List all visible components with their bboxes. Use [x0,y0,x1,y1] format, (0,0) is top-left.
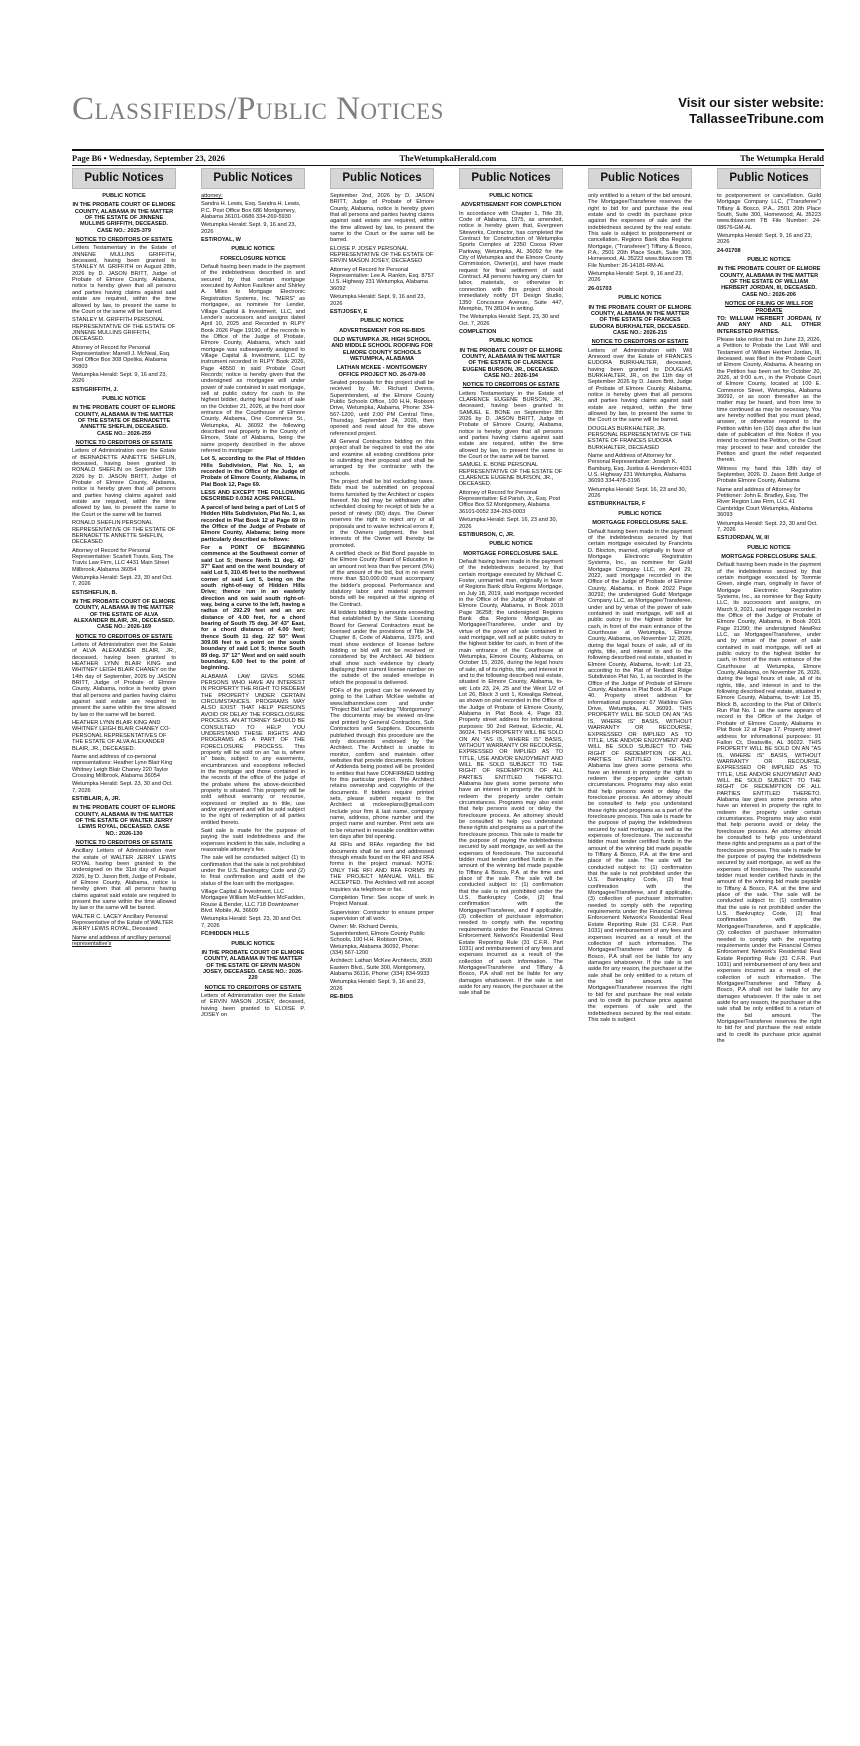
notice-signature: Name and address of co-personal representatives: Heather Lynn Blair King Whitney Leigh Blair Chaney 220 Taylor Crossing Millbrook, Alabama 36054 [72,753,173,779]
notice-column-5 [588,168,692,1738]
notice-code: EST/ROYAL, W [201,237,241,244]
notice-code: Lot 5, according to the Plat of Hidden Hills Subdivision, Plat No. 1, as recorded in the Office of the Judge of Probate of Elmore County, Alabama, in Plat Book 12, Page 69. [201,456,305,488]
notice-signature: Name and address of Attorney for Petitioner: John E. Bradley, Esq. The River Region Law Firm, LLC 41 Cambridge Court Wetumpka, Alabama 36093 [717,486,813,519]
notice-code: EST/BURSON, C, JR. [459,531,515,538]
notice-paragraph: Witness my hand this 18th day of September, 2026. D. Jason Britt Judge of Probate Elmore County, Alabama [717,465,821,485]
notice-heading: MORTGAGE FORECLOSURE SALE. [463,550,559,557]
notice-code: 24-01708 [717,247,741,254]
notice-subheading: NOTICE OF FILING OF WILL FOR PROBATE [724,301,814,314]
notice-code: EST/JORDAN, W, III [717,535,769,542]
notice-column-6 [717,168,821,1738]
notice-heading: PUBLIC NOTICE [489,541,533,548]
notice-signature: STANLEY M. GRIFFITH PERSONAL REPRESENTATIVE OF THE ESTATE OF JINNENE MULLINS GRIFFITH, DECEASED. [72,317,176,343]
notice-paragraph: All RFIs and RFAs regarding the bid documents shall be sent and addressed through emails found on the RFI and RFA forms in the project manual. NOTE: ONLY THE RFI AND RFA FORMS IN THE PROJECT MANUAL WILL BE ACCEPTED. The Architect will not accept inquiries via telephone or fax. [330,842,434,893]
column-heading: Public Notices [330,168,434,189]
notice-heading: MORTGAGE FORECLOSURE SALE. [592,520,688,527]
paper-name: The Wetumpka Herald [740,153,824,163]
notice-paragraph: Letters Testamentary in the Estate of JINNENE MULLINS GRIFFITH, deceased, having been granted to STANLEY M. GRIFFITH on August 28th, 2026 by D. JASON BRITT, Judge of Probate of Elmore County, Alabama, notice is hereby given that all persons and parties having claims against said estate are required, within the time allowed by law, to present the same to the Court or the same will be barred. [72,245,176,315]
notice-signature: Wetumpka Herald: Sept. 9, 16 and 23, 2026 [588,271,684,284]
notice-paragraph: PDFs of the project can be reviewed by going to the Lathan McKee website at www.lathanmckee.com and under "Project Bid List" selecting "Montgomery". The documents may be viewed on-line and printed by General Contractors, Sub Contractors and Suppliers. Documents published through this procedure are the only documents endorsed by the Architect. The Architect is unable to monitor, confirm and maintain other websites that provide documents. Notices of Addenda being posted will be provided to entities that have CONFIRMED bidding for this particular project. The Architect retains ownership and copyrights of the documents. If bidders require printed sets, please submit request to the Architect at mckeeplans@gmail.com Include your firm & last name, company name, address, phone number and the project name and number. Print sets are to be returned in reusable condition within ten days after bid opening. [330,688,434,840]
notice-signature: Sandra H. Lewis, Esq. Sandra H. Lewis, P.C. Post Office Box 686 Montgomery, Alabama 36101-0686 334-269-5930 [201,201,301,221]
notice-text [588,193,692,1023]
notice-column-3 [330,168,434,1738]
notice-signature: Attorney of Record for Personal Representative: Ed Parish, Jr., Esq. Post Office Box 52 Montgomery, Alabama 36101-0052 334-263-0003 [459,489,561,515]
website-url[interactable]: TheWetumpkaHerald.com [399,153,497,163]
notice-text [201,193,305,1018]
notice-code: FC/HIDDEN HILLS [201,931,250,938]
notice-text [717,193,821,1044]
notice-signature: WALTER C. LACEY Ancillary Personal Representative of the Estate of WALTER JERRY LEWIS ROYAL, Deceased [72,913,174,933]
notice-code: EST/GRIFFITH, J. [72,386,118,393]
notice-paragraph: The sale will be conducted subject (1) to confirmation that the sale is not prohibited under the U.S. Bankruptcy Code and (2) to final confirmation and audit of the status of the loan with the mortgagee. [201,855,305,887]
notice-paragraph: Letters of Administration over the Estate of ALVA ALEXANDER BLAIR, JR., deceased, having been granted to HEATHER LYNN BLAIR KING and WHITNEY LEIGH BLAIR CHANEY on the 14th day of September, 2026 by JASON BRITT, Judge of Probate of Elmore County, Alabama, notice is hereby given that all persons and parties having claims against said estate are required to present the same within the time allowed by law or the same will be barred. [72,642,176,718]
notice-signature: Wetumpka Herald: Sept. 23, 30 and Oct. 7, 2026 [717,520,818,533]
notice-heading: PUBLIC NOTICE [102,395,146,402]
notice-heading: PUBLIC NOTICE [747,257,791,264]
notice-heading: IN THE PROBATE COURT OF ELMORE COUNTY, ALABAMA IN THE MATTER OF THE ESTATE OF JINNENE MULLINS GRIFFITH, DECEASED. CASE NO.: 2025-379 [72,202,176,234]
notice-signature: ELOISE P. JOSEY PERSONAL REPRESENTATIVE OF THE ESTATE OF ERVIN MASON JOSEY, DECEASED [330,245,434,265]
sister-site-label: Visit our sister website: [678,95,824,110]
notice-heading: IN THE PROBATE COURT OF ELMORE COUNTY, ALABAMA IN THE MATTER OF THE ESTATE OF BERNADETTE ANNETTE SHEFLIN, DECEASED. CASE NO.: 2026-259 [72,405,176,437]
notice-paragraph: Ancillary Letters of Administration over the estate of WALTER JERRY LEWIS ROYAL having been granted to the undersigned on the 31st day of August 2026, by D. Jason Britt, Judge of Probate, of Elmore County, Alabama, notice is hereby given that all persons having claims against said estate are required to present the same within the time allowed by law or the same will be barred. [72,848,176,912]
notice-heading: PUBLIC NOTICE [231,940,275,947]
column-heading: Public Notices [717,168,821,189]
notice-text [72,193,176,947]
notice-subheading: NOTICE TO CREDITORS OF ESTATE [75,237,173,244]
notice-paragraph: Completion Time: See scope of work in Project Manual. [330,895,434,908]
notice-signature: Wetumpka Herald: Sept. 9, 16 and 23, 2026 [72,371,168,385]
notice-link-text: Name and address of ancillary personal representative's [72,934,171,948]
section-title: Classifieds/Public Notices [72,91,444,127]
notice-column-1 [72,168,176,1738]
notice-signature: Wetumpka Herald: Sept. 16, 23 and 30, 2026 [588,486,687,500]
notice-signature: Wetumpka Herald: Sept. 9, 16 and 23, 2026 [717,233,813,246]
sister-site-promo [678,95,824,127]
notice-paragraph: All bidders bidding in amounts exceeding that established by the State Licensing Board for General Contractors must be licensed under the provisions of Title 34, Chapter 8, Code of Alabama, 1975, and must show evidence of license before bidding or bid will not be received or considered by the Architect. All bidders shall show such evidence by clearly displaying their current license number on the outside of the sealed envelope in which the proposal is delivered. [330,609,434,686]
notice-paragraph: Said sale is made for the purpose of paying the said indebtedness and the expenses incident to this sale, including a reasonable attorney's fee. [201,828,305,854]
notice-signature: Attorney of Record for Personal Representative: Lee A. Rankin, Esq. 8757 U.S. Highway 231 Wetumpka, Alabama 36092 [330,266,434,292]
notice-heading: PUBLIC NOTICE [231,246,275,253]
notice-code: A parcel of land being a part of Lot 5 of Hidden Hills Subdivision, Plat No. 1, as recorded in Plat Book 12 at Page 69 in the Office of the Judge of Probate of Elmore County, Alabama; being more particularly described as follows: [201,504,305,543]
column-heading: Public Notices [588,168,692,189]
notice-paragraph: only entitled to a return of the bid amount. The Mortgagee/Transferee reserves the right to bid for and purchase the real estate and to credit its purchase price against the expenses of sale and the indebtedness secured by the real estate. This sale is subject to postponement or cancellation. Regions Bank dba Regions Mortgage, ("Transferee") Tiffany & Bosco, P.A., 2501 20th Place South, Suite 300, Homewood, AL 35223 www.tblaw.com TB File Number: 26-14181-RM-AL [588,193,692,269]
page-number-date: Page B6 • Wednesday, September 23, 2026 [72,153,225,163]
notice-signature: Wetumpka Herald: Sept. 23, 30 and Oct. 7, 2026 [72,781,173,794]
notice-text [330,193,434,1000]
notice-heading: IN THE PROBATE COURT OF ELMORE COUNTY, ALABAMA IN THE MATTER OF THE ESTATE OF ALVA ALEXANDER BLAIR, JR., DECEASED. CASE NO.: 2026-169 [72,598,176,631]
notice-signature: Attorney of Record for Personal Representative: Marrell J. McNeal, Esq. Post Office Box 308 Opelika, Alabama 36803 [72,344,171,370]
notice-code: 26-01703 [588,285,612,292]
notice-column-4 [459,168,563,1738]
notice-signature: Wetumpka Herald: Sept. 9, 16 and 23, 2026 [201,222,297,235]
notice-paragraph: ALABAMA LAW GIVES SOME PERSONS WHO HAVE AN INTEREST IN PROPERTY THE RIGHT TO REDEEM THE PROPERTY UNDER CERTAIN CIRCUMSTANCES. PROGRAMS MAY ALSO EXIST THAT HELP PERSONS AVOID OR DELAY THE FORECLOSURE PROCESS. AN ATTORNEY SHOULD BE CONSULTED TO HELP YOU UNDERSTAND THESE RIGHTS AND PROGRAMS AS A PART OF THE FORECLOSURE PROCESS. This property will be sold on an "as is, where is" basis, subject to any easements, encumbrances and exceptions reflected in the mortgage and those contained in the records of the office of the judge of the probate where the above-described property is situated. This property will be sold without warranty or recourse, expressed or implied as to title, use and/or enjoyment and will be sold subject to the right of redemption of all parties entitled thereto. [201,673,305,826]
notice-subheading: NOTICE TO CREDITORS OF ESTATE [75,839,173,846]
notice-signature: Architect: Lathan McKee Architects, 3500 Eastern Blvd., Suite 300, Montgomery, Alabama 36116, Phone: (334) 834-9933 [330,958,433,977]
notice-heading: PUBLIC NOTICE [360,318,404,325]
notice-signature: Wetumpka Herald: Sept. 23, 30 and Oct. 7, 2026 [72,574,173,588]
notice-paragraph: Sealed proposals for this project shall be received by Mr. Richard Dennis, Superintendent, at the Elmore County Public Schools Office, 100 H.H. Robison Drive, Wetumpka, Alabama, Phone: 334-567-1200, until 2:00 PM Central Time, Thursday, September 24, 2026, then opened and read aloud for the above referenced project. [330,379,434,437]
notice-signature: Name and Address of Attorney for Personal Representative: Joseph K. Bamburg, Esq. Justiss & Henderson 4031 U.S. Highway 231 Wetumpka, Alabama 36093 334-478-3196 [588,453,692,485]
notice-paragraph: Letters Testamentary in the Estate of CLARENCE EUGENE BURSON, JR., deceased, having been granted to SAMUEL E. BONE on September 8th 2026 by D. JASON BRITT, Judge of Probate of Elmore County, Alabama, notice is hereby given that all persons and parties having claims against said estate are required, within the time allowed by law, to present the same to the Court or the same will be barred. [459,390,563,461]
notice-signature: DOUGLAS BURKHALTER, JR. PERSONAL REPRESENTATIVE OF THE ESTATE OF FRANCES EUDORA BURKHALTER, DECEASED [588,425,692,451]
notice-paragraph: Default having been made in the payment of the indebtedness described in and secured by that certain mortgage executed by Ashton Faulkner and Shirley A. Miles to Mortgage Electronic Registration Systems, Inc. "MERS" as mortgagee, as nominee for Lender, Village Capital & Investment, LLC, and Lender's successors and assigns dated April 10, 2025 and Recorded in RLPY Book 2026 Page 19190, of the records in the Office of the Judge of Probate, Elmore County, Alabama, which said mortgage was subsequently assigned to Village Capital & Investment, LLC by instrument recorded in RLPY Book 2026, Page 48550 in said Probate Court Records; notice is hereby given that the undersigned as mortgagee will under power of sale contained in said mortgage, sell at public outcry for cash to the highest bidder, during legal hours of sale on the October 21, 2026, at the front door entrance of the Courthouse of Elmore County, Alabama, One Commerce St., Wetumpka, AL 36092 the following described real property in the County of Elmore, State of Alabama, being the same property described in the above referred to mortgage: [201,264,305,455]
notice-signature: Wetumpka Herald: Sept. 9, 16 and 23, 2026 [330,294,426,307]
notice-heading: IN THE PROBATE COURT OF ELMORE COUNTY, ALABAMA IN THE MATTER OF THE ESTATE OF CLARENCE EUGENE BURSON, JR., DECEASED. CASE NO.: 2026-194 [459,347,563,379]
column-heading: Public Notices [459,168,563,189]
notice-subheading: NOTICE TO CREDITORS OF ESTATE [591,339,689,346]
notice-paragraph: Default having been made in the payment of the indebtedness secured by that certain mortgage executed by Michael C. Foster, unmarried man, originally in favor of Regions Bank d/b/a Regions Mortgage, on July 18, 2019, said mortgage recorded in the Office of the Judge of Probate of Elmore County, Alabama, in Book 2019 Page 36258; the undersigned Regions Bank dba Regions Mortgage, as Mortgagee/Transferee, under and by virtue of the power of sale contained in said mortgage, will sell at public outcry to the highest bidder for cash, in front of the main entrance of the Courthouse at Wetumpka, Elmore County, Alabama, on October 15, 2026, during the legal hours of sale, all of its rights, title, and interest in and to the following described real estate, situated in Elmore County, Alabama, to-wit: Lots 23, 24, 25 and the West 1/2 of Lot 26, Block 3 unit 1, Kowaliga Retreat, as shown on plat recorded in the Office of the Judge of Probate of Elmore County, Alabama in Plat Book 4, Page 83. Property street address for informational purposes: 90 2nd Retreat, Eclectic, AL 36024. THIS PROPERTY WILL BE SOLD ON AN "AS IS, WHERE IS" BASIS, WITHOUT WARRANTY OR RECOURSE, EXPRESSED OR IMPLIED AS TO TITLE, USE AND/OR ENJOYMENT AND WILL BE SOLD SUBJECT TO THE RIGHT OF REDEMPTION OF ALL PARTIES ENTITLED THERETO. Alabama law gives some persons who have an interest in property the right to redeem the property under certain circumstances. Programs may also exist that help persons avoid or delay the foreclosure process. An attorney should be consulted to help you understand these rights and programs as a part of the foreclosure process. This sale is made for the purpose of paying the indebtedness secured by said mortgage, as well as the expenses of foreclosure. The successful bidder must tender certified funds in the amount of the winning bid made payable to Tiffany & Bosco, P.A. at the time and place of the sale. The sale will be conducted subject to: (1) confirmation that the sale is not prohibited under the U.S. Bankruptcy Code, (2) final confirmation with the Mortgagee/Transferee, and if applicable, (3) collection of purchaser information needed to comply with the reporting requirements under the Financial Crimes Enforcement Network's Residential Real Estate Reporting Rule (31 C.F.R. Part 1031) and reimbursement of any fees and expenses incurred as a result of the collection of such information. The Mortgagee/Transferee and Tiffany & Bosco, P.A shall not be liable for any damages whatsoever. If the sale is set aside for any reason, the purchaser at the sale shall be [459,558,563,997]
column-heading: Public Notices [201,168,305,189]
notice-subheading: NOTICE TO CREDITORS OF ESTATE [204,984,302,991]
column-heading: Public Notices [72,168,176,189]
notice-heading: IN THE PROBATE COURT OF ELMORE COUNTY, ALABAMA IN THE MATTER OF THE ESTATE OF WILLIAM HERBERT JORDAN, III, DECEASED. CASE NO.: 2026-206 [717,266,821,298]
notice-paragraph: Default having been made in the payment of the indebtedness secured by that certain mortgage executed by Tommie Green, single man, originally in favor of Mortgage Electronic Registration Systems, Inc., as nominee for Bay Equity LLC, its successors and assigns, on March 9, 2021, said mortgage recorded in the Office of the Judge of Probate of Elmore County, Alabama, in Book 2021 Page 21290; the undersigned NewRez LLC, as Mortgagee/Transferee, under and by virtue of the power of sale contained in said mortgage, will sell at public outcry to the highest bidder for cash, in front of the main entrance of the Courthouse at Wetumpka, Elmore County, Alabama, on November 26, 2026, during the legal hours of sale, all of its rights, title, and interest in and to the following described real estate, situated in Elmore County, Alabama, to-wit: Lot 35, Block B, according to the Plat of Dillon's Run Plat No. 1 as the same appears of record in the Office of the Judge of Probate of Elmore County, Alabama in Plat Book 12 at Page 17. Property street address for informational purposes: 91 Fallon Ct, Deatsville, AL 36022. THIS PROPERTY WILL BE SOLD ON AN "AS IS, WHERE IS" BASIS, WITHOUT WARRANTY OR RECOURSE, EXPRESSED OR IMPLIED AS TO TITLE, USE AND/OR ENJOYMENT AND WILL BE SOLD SUBJECT TO THE RIGHT OF REDEMPTION OF ALL PARTIES ENTITLED THERETO. Alabama law gives some persons who have an interest in property the right to redeem the property under certain circumstances. Programs may also exist that help persons avoid or delay the foreclosure process. An attorney should be consulted to help you understand these rights and programs as a part of the foreclosure process. This sale is made for the purpose of paying the indebtedness secured by said mortgage, as well as the expenses of foreclosure. The successful bidder must tender certified funds in the amount of the winning bid made payable to Tiffany & Bosco, P.A. at the time and place of the sale. The sale will be conducted subject to: (1) confirmation that the sale is not prohibited under the U.S. Bankruptcy Code, (2) final confirmation with the Mortgagee/Transferee, and if applicable, (3) collection of purchaser information needed to comply with the reporting requirements under the Financial Crimes Enforcement Network's Residential Real Estate Reporting Rule (31 C.F.R. Part 1031) and reimbursement of any fees and expenses incurred as a result of the collection of such information. The Mortgagee/Transferee and Tiffany & Bosco, P.A shall not be liable for any damages whatsoever. If the sale is set aside for any reason, the purchaser at the sale shall be only entitled to a return of the bid amount. The Mortgagee/Transferee reserves the right to bid for and purchase the real estate and to credit its purchase price against the [717,562,821,1044]
notice-paragraph: Letters of Administration over the Estate of ERVIN MASON JOSEY, deceased, having been granted to ELOISE P. JOSEY on [201,992,305,1018]
notice-subheading: NOTICE TO CREDITORS OF ESTATE [75,633,173,640]
notice-signature: Village Capital & Investment, LLC Mortgagee William McFadden McFadden, Rouse & Bender, LLC 718 Downtowner Blvd. Mobile, AL 36609 [201,889,305,915]
notice-code: COMPLETION [459,328,497,335]
notice-code: For a POINT OF BEGINNING commence at the Southwest corner of said Lot 5; thence North 11 deg. 43' 37" East and on the west boundary of said Lot 5, 310.45 feet to the northwest corner of said Lot 5, being on the south right-of-way of Hidden Hills Drive; thence run in an easterly direction and on said south right-of-way, being a curve to the left, having a radius of 292.29 feet and an arc distance of 4.00 feet, for a chord bearing of South 75 deg. 34' 43" East, for a chord distance of 4.00 feet; thence South 11 deg. 22' 50" West 309.08 feet to a point on the south boundary of said Lot 5; thence South 89 deg. 37' 12" West and on said south boundary, 6.00 feet to the point of beginning. [201,544,305,672]
notice-signature: RONALD SHEFLIN PERSONAL REPRESENTATIVE OF THE ESTATE OF BERNADETTE ANNETTE SHEFLIN, DECEASED [72,520,176,546]
notice-subheading: NOTICE TO CREDITORS OF ESTATE [75,440,173,447]
notice-heading: PUBLIC NOTICE [618,510,662,517]
notice-code: EST/SHEFLIN, B. [72,589,118,596]
notice-code: LESS AND EXCEPT THE FOLLOWING DESCRIBED 0.0362 ACRE PARCEL. [201,490,305,503]
notice-heading: LATHAN MCKEE - MONTGOMERY OFFICE PROJECT NO. 26-079-00 [336,365,428,378]
notice-paragraph: A certified check or Bid Bond payable to the Elmore County Board of Education in an amount not less than five percent (5%) of the amount of the bid, but in no event more than $10,000.00 must accompany the bidder's proposal. Performance and statutory labor and material payment bonds will be required at the signing of the Contract. [330,550,434,608]
notice-heading: OLD WETUMPKA JR. HIGH SCHOOL AND MIDDLE SCHOOL ROOFING FOR ELMORE COUNTY SCHOOLS WETUMPKA, ALABAMA [331,336,433,362]
notice-paragraph: Letters of Administration with Will Annexed over the Estate of FRANCES EUDORA BURKHALTER, deceased, having been granted to DOUGLAS BURKHALTER, JR., on the 11th day of September 2026 by D. Jason Britt, Judge of Probate of Elmore County, Alabama, notice is hereby given that all persons and parties having claims against said estate are required, within the time allowed by law, to present the same to the Court or the same will be barred. [588,347,692,424]
notice-code: RE-BIDS [330,993,353,1000]
page-info-bar [72,149,824,166]
notice-heading: PUBLIC NOTICE [489,338,533,345]
notice-heading: PUBLIC NOTICE [102,193,146,199]
notice-code: EST/BURKHALTER, F [588,501,646,508]
notice-heading: ADVERTISEMENT FOR COMPLETION [460,202,562,209]
notice-code: EST/BLAIR, A, JR. [72,795,121,802]
notice-heading: MORTGAGE FORECLOSURE SALE. [721,553,817,560]
masthead [72,91,824,143]
notice-signature: HEATHER LYNN BLAIR KING AND WHITNEY LEIGH BLAIR CHANEY CO-PERSONAL REPRESENTATIVES OF THE ESTATE OF ALVA ALEXANDER BLAIR, JR., DECEASED. [72,720,171,752]
notice-paragraph: Default having been made in the payment of the indebtedness secured by that certain mortgage executed by Francinta D. Blocton, married, originally in favor of Mortgage Electronic Registration Systems, Inc., as nominee for Guild Mortgage Company LLC, on April 29, 2022, said mortgage recorded in the Office of the Judge of Probate of Elmore County, Alabama, in Book 2022 Page 30292; the undersigned Guild Mortgage Company LLC, as Mortgagee/Transferee, under and by virtue of the power of sale contained in said mortgage, will sell at public outcry to the highest bidder for cash, in front of the main entrance of the Courthouse at Wetumpka, Elmore County, Alabama, on November 12, 2026, during the legal hours of sale, all of its rights, title, and interest in and to the following described real estate, situated in Elmore County, Alabama, to-wit: Lot 23, according to the Plat of Redland Ridge Subdivision Plat No. 1, as recorded in the Office of the Judge of Probate of Elmore County, Alabama in Plat Book 26 at Page 40. Property street address for informational purposes: 67 Watkins Glen Drive, Wetumpka, AL 36093. THIS PROPERTY WILL BE SOLD ON AN "AS IS, WHERE IS" BASIS, WITHOUT WARRANTY OR RECOURSE, EXPRESSED OR IMPLIED AS TO TITLE, USE AND/OR ENJOYMENT AND WILL BE SOLD SUBJECT TO THE RIGHT OF REDEMPTION OF ALL PARTIES ENTITLED THERETO. Alabama law gives some persons who have an interest in property the right to redeem the property under certain circumstances. Programs may also exist that help persons avoid or delay the foreclosure process. An attorney should be consulted to help you understand these rights and programs as a part of the foreclosure process. This sale is made for the purpose of paying the indebtedness secured by said mortgage, as well as the expenses of foreclosure. The successful bidder must tender certified funds in the amount of the winning bid made payable to Tiffany & Bosco, P.A. at the time and place of the sale. The sale will be conducted subject to: (1) confirmation that the sale is not prohibited under the U.S. Bankruptcy Code, (2) final confirmation with the Mortgagee/Transferee, and if applicable, (3) collection of purchaser information needed to comply with the reporting requirements under the Financial Crimes Enforcement Network's Residential Real Estate Reporting Rule (31 C.F.R. Part 1031) and reimbursement of any fees and expenses incurred as a result of the collection of such information. The Mortgagee/Transferee and Tiffany & Bosco, P.A shall not be liable for any damages whatsoever. If the sale is set aside for any reason, the purchaser at the sale shall be only entitled to a return of the bid amount. The Mortgagee/Transferee reserves the right to bid for and purchase the real estate and to credit its purchase price against the expenses of sale and the indebtedness secured by the real estate. This sale is subject [588,528,692,1023]
notice-code: EST/JOSEY, E [330,308,368,315]
notice-paragraph: All General Contractors bidding on this project shall be required to visit the site and examine all existing conditions prior to submitting their proposal and shall be arranged by the contractor with the schools. [330,439,434,477]
notice-columns [72,168,824,1738]
notice-paragraph: In accordance with Chapter 1, Title 39, Code of Alabama, 1975, as amended, notice is hereby given that, Evergreen Siteworks, Contractor, has completed the Contract for Construction of Wetumpka Sports Complex at 2350 Coosa River Parkway, Wetumpka, AL 36092 for the City of Wetumpka and the Elmore County Commission, Owner(s), and have made request for final settlement of said Contract. All persons having any claim for labor, materials, or otherwise in connection with this project should immediately notify DT Design Studio, 1350 Concourse Avenue, Suite 447, Memphis, TN 38104 in writing. [459,210,563,312]
notice-link-text: attorney: [201,193,223,199]
notice-paragraph: Letters of Administration over the Estate of BERNADETTE ANNETTE SHEFLIN, deceased, having been granted to RONALD SHEFLIN on September 15th 2026 by D. JASON BRITT, Judge of Probate of Elmore County, Alabama, notice is hereby given that all persons and parties having claims against said estate are required, within the time allowed by law, to present the same to the Court or the same will be barred. [72,448,176,518]
notice-signature: Wetumpka Herald: Sept. 9, 16 and 23, 2026 [330,979,426,992]
notice-heading: FORECLOSURE NOTICE [220,255,286,262]
notice-column-2 [201,168,305,1738]
notice-heading: IN THE PROBATE COURT OF ELMORE COUNTY, ALABAMA IN THE MATTER OF THE ESTATE OF FRANCES EUDORA BURKHALTER, DECEASED. CASE NO.: 2026-215 [588,304,692,336]
notice-heading: ADVERTISEMENT FOR RE-BIDS [339,327,425,334]
notice-heading: IN THE PROBATE COURT OF ELMORE COUNTY, ALABAMA IN THE MATTER OF THE ESTATE OF WALTER JERRY LEWIS ROYAL, DECEASED. CASE NO.: 2026-130 [72,805,176,837]
notice-paragraph: Supervision: Contractor to ensure proper supervision of all work. [330,909,434,923]
notice-heading: PUBLIC NOTICE [747,544,791,551]
notice-text [459,193,563,997]
notice-heading: PUBLIC NOTICE [489,193,533,199]
notice-signature: The Wetumpka Herald: Sept. 23, 30 and Oct. 7, 2026 [459,314,560,327]
notice-paragraph: to postponement or cancellation. Guild Mortgage Company LLC, ("Transferee") Tiffany & Bosco, P.A., 2501 20th Place South, Suite 300, Homewood, AL 35223 www.tblaw.com TB File Number: 24-08676-GM-AL [717,193,821,231]
notice-heading: IN THE PROBATE COURT OF ELMORE COUNTY, ALABAMA IN THE MATTER OF THE ESTATE OF ERVIN MASON JOSEY, DECEASED. CASE NO.: 2026-220 [201,949,305,982]
notice-paragraph: The project shall be bid excluding taxes. Bids must be submitted on proposal forms furnished by the Architect or copies thereof. No bid may be withdrawn after scheduled closing for receipt of bids for a period of ninety (90) days. The Owner reserves the right to reject any or all proposals and to waive technical errors if, in the Owners judgment, the best interests of the Owner will thereby be promoted. [330,479,434,549]
notice-signature: Owner: Mr. Richard Dennis, Superintendent, Elmore County Public Schools, 100 H.H. Robison Drive, Wetumpka, Alabama 36092, Phone: (334) 567-1200 [330,924,425,956]
notice-signature: Wetumpka Herald: Sept. 16, 23 and 30, 2026 [459,517,558,530]
sister-site-link[interactable]: TallasseeTribune.com [689,111,824,126]
notice-subheading: NOTICE TO CREDITORS OF ESTATE [462,382,560,389]
notice-signature: Attorney of Record for Personal Representative: Scarlett Travis, Esq. The Travis Law Firm, LLC 4431 Main Street Millbrook, Alabama 36054 [72,547,174,573]
notice-code: TO: WILLIAM HERBERT JORDAN, IV AND ANY AND ALL OTHER INTERESTED PARTIES. [717,315,821,335]
notice-signature: SAMUEL E. BONE PERSONAL REPRESENTATIVE OF THE ESTATE OF CLARENCE EUGENE BURSON, JR., DECEASED. [459,462,563,488]
notice-signature: Wetumpka Herald: Sept. 23, 30 and Oct. 7, 2026 [201,916,302,929]
notice-paragraph: Please take notice that on June 23, 2026, a Petition to Probate the Last Will and Testament of William Herbert Jordan, III, deceased, was filed in the Probate Court of Elmore County, Alabama. A hearing on the Petition has been set for October 20, 2026, at 9:00 a.m., in the Probate Court of Elmore County, located at 100 E. Commerce Street, Wetumpka, Alabama 36092, or as soon thereafter as the matter may be heard, and from time to time continued as may be necessary. You are hereby notified that you must plead, answer, or otherwise respond to the Petition within ten (10) days after the last date of publication of this Notice if you intend to contest the Petition, or the Court may proceed to hear and consider the Petition and grant the relief requested therein. [717,336,821,464]
notice-paragraph: September 2nd, 2026 by D. JASON BRITT, Judge of Probate of Elmore County, Alabama, notice is hereby given that all persons and parties having claims against said estate are required, within the time allowed by law, to present the same to the Court or the same will be barred. [330,193,434,244]
notice-heading: PUBLIC NOTICE [618,295,662,302]
